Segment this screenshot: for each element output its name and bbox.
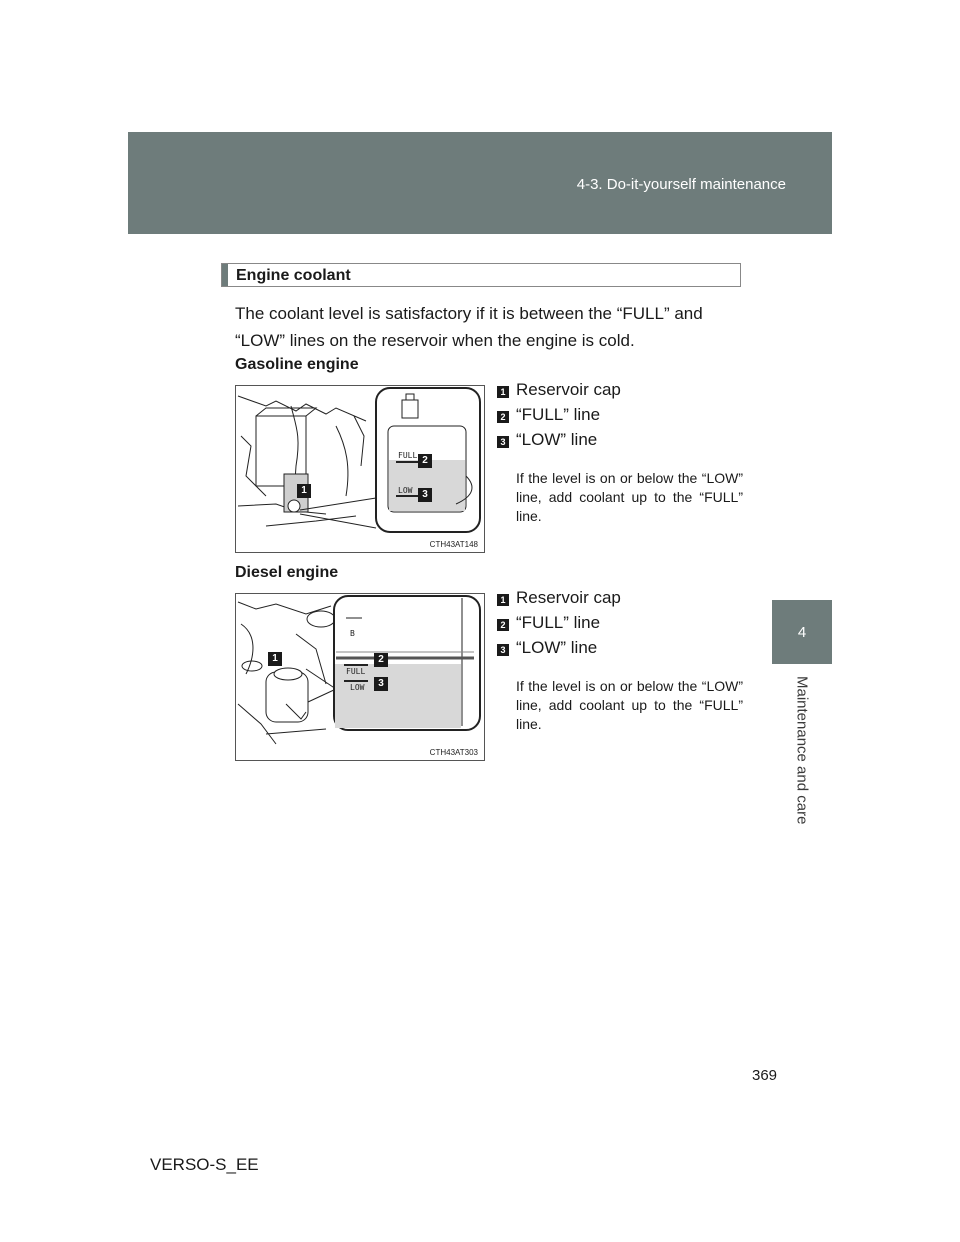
legend-number: 2: [497, 411, 509, 423]
legend-item: [497, 638, 747, 663]
legend-label: Reservoir cap: [516, 380, 621, 399]
diesel-callout-1: 1: [268, 652, 282, 666]
legend-item: [497, 588, 747, 613]
section-breadcrumb: 4-3. Do-it-yourself maintenance: [576, 176, 786, 193]
diesel-figure-code: CTH43AT303: [429, 748, 478, 757]
gasoline-legend: [497, 380, 747, 526]
diesel-callout-2: 2: [374, 653, 388, 667]
section-title-bar: [221, 263, 741, 287]
legend-item: [497, 613, 747, 638]
legend-number: 3: [497, 436, 509, 448]
gasoline-figure-code: CTH43AT148: [429, 540, 478, 549]
diesel-full-mark: FULL: [346, 667, 366, 676]
gasoline-heading: Gasoline engine: [235, 356, 359, 373]
legend-number: 2: [497, 619, 509, 631]
footer-code: VERSO-S_EE: [150, 1155, 259, 1174]
legend-label: “FULL” line: [516, 613, 601, 632]
chapter-number: 4: [797, 624, 807, 641]
legend-number: 3: [497, 644, 509, 656]
diesel-illustration: [236, 594, 484, 760]
diesel-legend: [497, 588, 747, 734]
legend-item: [497, 405, 747, 430]
gasoline-figure: [235, 385, 485, 553]
section-accent: [222, 264, 228, 286]
chapter-tab: [772, 600, 832, 664]
legend-label: “FULL” line: [516, 405, 601, 424]
diesel-figure: [235, 593, 485, 761]
legend-label: Reservoir cap: [516, 588, 621, 607]
gasoline-illustration: [236, 386, 484, 552]
gasoline-low-mark: LOW: [398, 486, 413, 495]
diesel-low-mark: LOW: [350, 683, 365, 692]
diesel-heading: Diesel engine: [235, 564, 339, 581]
legend-item: [497, 430, 747, 455]
page-header: [128, 132, 832, 234]
page-number: 369: [752, 1067, 778, 1084]
legend-number: 1: [497, 594, 509, 606]
intro-paragraph: The coolant level is satisfactory if it is between the “FULL” and “LOW” lines on the reservoir when the engine is cold.: [235, 304, 703, 350]
gasoline-callout-2: 2: [418, 454, 432, 468]
diesel-b-mark: B: [350, 629, 355, 638]
legend-label: “LOW” line: [516, 638, 598, 657]
legend-number: 1: [497, 386, 509, 398]
legend-label: “LOW” line: [516, 430, 598, 449]
legend-item: [497, 380, 747, 405]
diesel-callout-3: 3: [374, 677, 388, 691]
chapter-label: [772, 676, 832, 826]
diesel-note: If the level is on or below the “LOW” line, add coolant up to the “FULL” line.: [516, 678, 743, 732]
gasoline-note: If the level is on or below the “LOW” line, add coolant up to the “FULL” line.: [516, 470, 743, 524]
gasoline-callout-3: 3: [418, 488, 432, 502]
gasoline-full-mark: FULL: [398, 451, 418, 460]
section-title: Engine coolant: [236, 267, 351, 284]
chapter-label-text: Maintenance and care: [793, 676, 811, 825]
gasoline-callout-1: 1: [297, 484, 311, 498]
